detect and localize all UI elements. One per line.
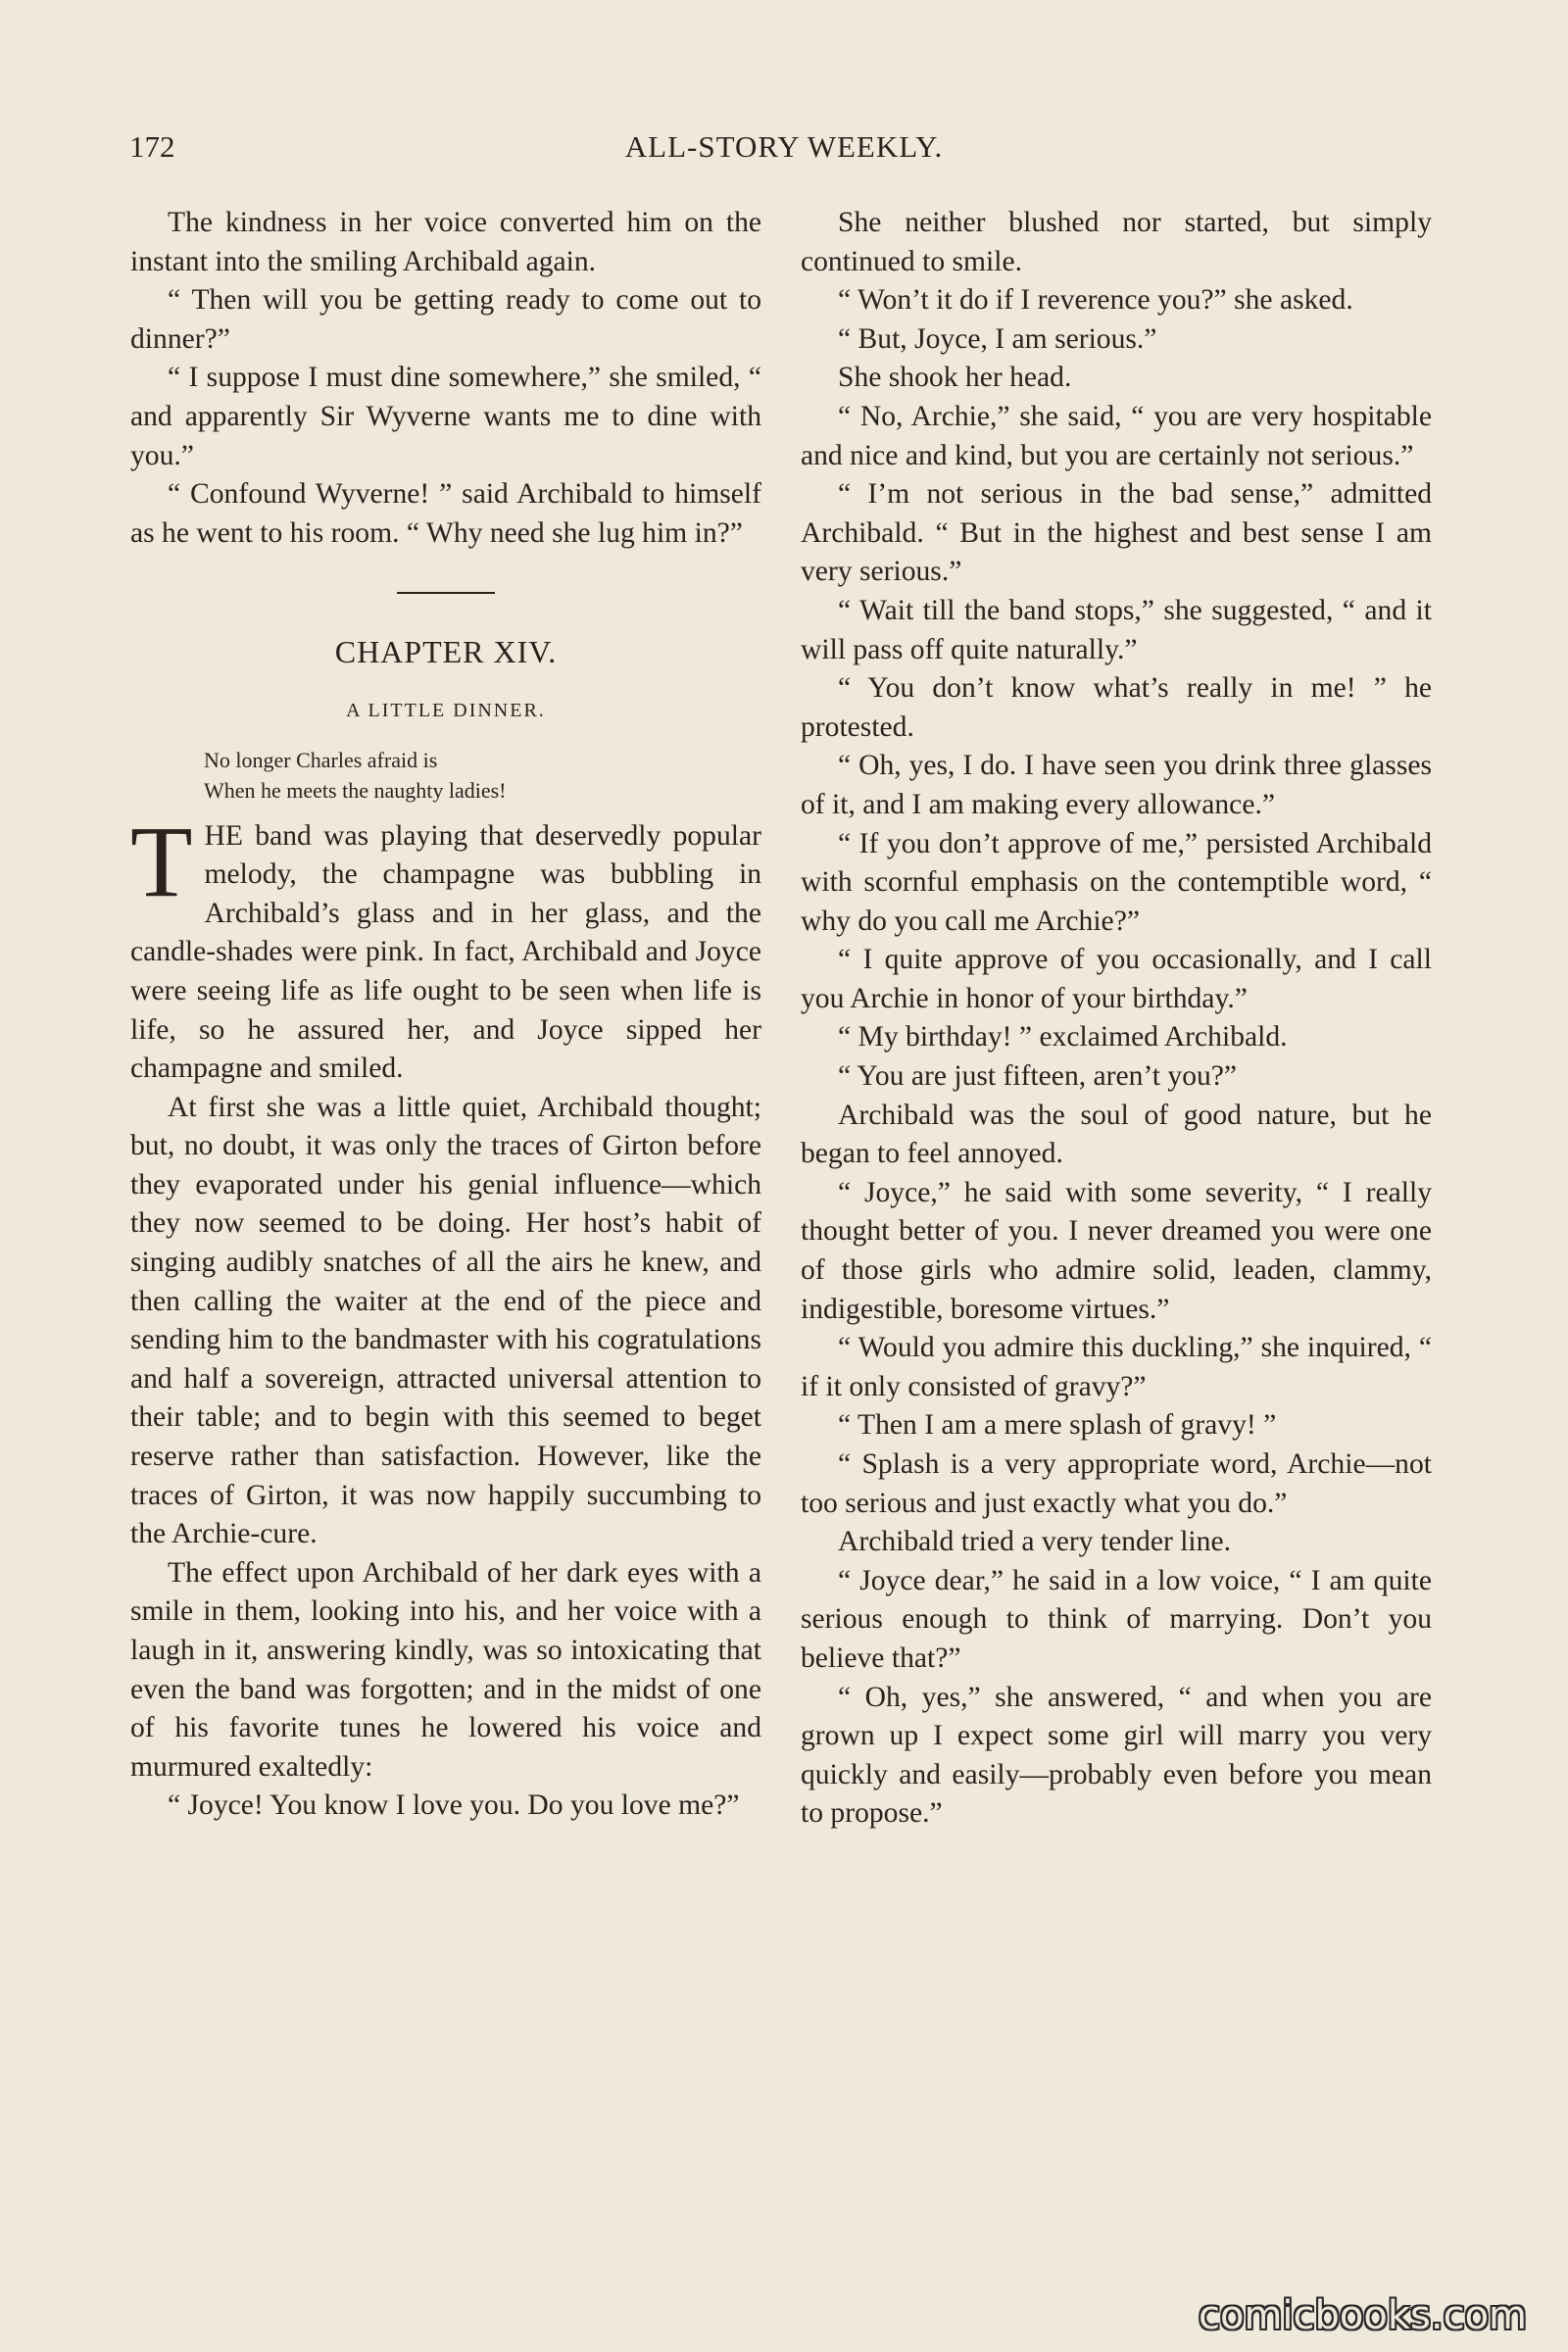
paragraph: “ You don’t know what’s really in me! ” he protested. — [801, 672, 1432, 743]
lead-paragraph-text: HE band was playing that deservedly popular melody, the champagne was bubbling in Archibald’s glass and in her glass, and the candle-shades were pink. In fact, Archibald and Joyce were seeing life as life ought to be seen when life is life, so he assured her, and Joyce sipped her champagne and smiled. — [130, 819, 761, 1085]
drop-cap: T — [130, 805, 193, 918]
chapter-subtitle: A LITTLE DINNER. — [346, 699, 546, 721]
paragraph: At first she was a little quiet, Archibald thought; but, no doubt, it was only the traces of Girton before they evaporated under his genial influence—which they now seemed to be doing. Her host’s habit of singing audibly snatches of all the airs he knew, and then calling the waiter at the end of the piece and sending him to the bandmaster with his cogratulations and half a sovereign, attracted universal attention to their table; and to begin with this seemed to beget reserve rather than satisfaction. However, like the traces of Girton, it was now happily succumbing to the Archie-cure. — [130, 1091, 761, 1550]
paragraph: “ I quite approve of you occasionally, and I call you Archie in honor of your birthday.” — [801, 944, 1432, 1014]
paragraph: “ I suppose I must dine somewhere,” she smiled, “ and apparently Sir Wyverne wants me to dine with you.” — [130, 362, 761, 471]
left-column — [130, 204, 761, 1826]
paragraph: “ Won’t it do if I reverence you?” she asked. — [838, 284, 1353, 317]
lead-paragraph — [130, 805, 761, 1089]
epigraph-line: When he meets the naughty ladies! — [204, 777, 507, 803]
paragraph: “ Wait till the band stops,” she suggested, “ and it will pass off quite naturally.” — [801, 594, 1432, 665]
paragraph: “ But, Joyce, I am serious.” — [838, 322, 1157, 355]
paragraph: Archibald tried a very tender line. — [838, 1526, 1231, 1558]
paragraph: “ Oh, yes, I do. I have seen you drink three glasses of it, and I am making every allowance.” — [801, 750, 1432, 820]
paragraph: “ Splash is a very appropriate word, Archie—not too serious and just exactly what you do.” — [801, 1448, 1432, 1519]
section-divider — [397, 592, 495, 594]
paragraph: The effect upon Archibald of her dark eyes with a smile in them, looking into his, and her voice with a laugh in it, answering kindly, was so intoxicating that even the band was forgotten; and in the midst of one of his favorite tunes he lowered his voice and murmured exaltedly: — [130, 1556, 761, 1783]
paragraph: “ I’m not serious in the bad sense,” admitted Archibald. “ But in the highest and best sense I am very serious.” — [801, 478, 1432, 588]
epigraph-line: No longer Charles afraid is — [204, 747, 438, 772]
paragraph: “ Then will you be getting ready to come out to dinner?” — [130, 284, 761, 355]
paragraph: “ Oh, yes,” she answered, “ and when you are grown up I expect some girl will marry you very quickly and easily—probably even before you mean to propose.” — [801, 1681, 1432, 1830]
epigraph — [204, 745, 761, 806]
paragraph: “ You are just fifteen, aren’t you?” — [838, 1060, 1238, 1093]
paragraph: The kindness in her voice converted him on the instant into the smiling Archibald again. — [130, 207, 761, 277]
paragraph: “ Joyce dear,” he said in a low voice, “ I am quite serious enough to think of marrying. Don’t you believe that?” — [801, 1564, 1432, 1674]
paragraph: “ Would you admire this duckling,” she inquired, “ if it only consisted of gravy?” — [801, 1332, 1432, 1402]
paragraph: She shook her head. — [838, 362, 1072, 394]
watermark: comicbooks.com — [1199, 2293, 1528, 2338]
right-column — [801, 204, 1432, 1834]
paragraph: Archibald was the soul of good nature, but he began to feel annoyed. — [801, 1099, 1432, 1170]
paragraph: “ My birthday! ” exclaimed Archibald. — [838, 1021, 1288, 1054]
paragraph: “ Joyce! You know I love you. Do you love me?” — [168, 1789, 740, 1822]
page-header — [129, 129, 1439, 178]
chapter-title: CHAPTER XIV. — [334, 634, 558, 670]
paragraph: She neither blushed nor started, but simply continued to smile. — [801, 207, 1432, 277]
running-head: ALL-STORY WEEKLY. — [624, 129, 944, 164]
paragraph: “ Confound Wyverne! ” said Archibald to himself as he went to his room. “ Why need she lug him in?” — [130, 478, 761, 549]
page-number: 172 — [129, 129, 175, 164]
paragraph: “ Joyce,” he said with some severity, “ I really thought better of you. I never dreamed you were one of those girls who admire solid, leaden, clammy, indigestible, boresome virtues.” — [801, 1176, 1432, 1325]
paragraph: “ If you don’t approve of me,” persisted Archibald with scornful emphasis on the contemptible word, “ why do you call me Archie?” — [801, 827, 1432, 937]
paragraph: “ Then I am a mere splash of gravy! ” — [838, 1409, 1277, 1442]
paragraph: “ No, Archie,” she said, “ you are very hospitable and nice and kind, but you are certainly not serious.” — [801, 400, 1432, 471]
